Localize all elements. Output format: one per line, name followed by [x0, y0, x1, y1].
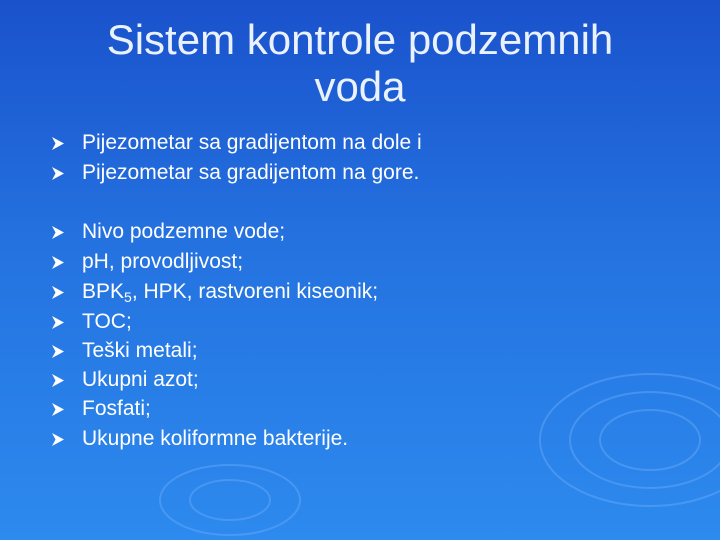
bullet-text: Fosfati;: [82, 397, 151, 420]
arrowhead-bullet-icon: [52, 286, 64, 299]
bullet-text: Ukupni azot;: [82, 368, 199, 391]
title-line-2: voda: [314, 63, 406, 110]
bullet-item: [52, 338, 198, 364]
bullet-text: Pijezometar sa gradijentom na dole i: [82, 131, 422, 154]
bullet-item: [52, 396, 151, 422]
slide-title: [40, 16, 680, 110]
arrowhead-bullet-icon: [52, 316, 64, 329]
bullet-text: [82, 280, 378, 304]
bullet-item: [52, 309, 132, 335]
bullet-item: [52, 426, 348, 452]
bpk-subscript: 5: [124, 289, 132, 305]
bpk-rest: , HPK, rastvoreni kiseonik;: [131, 280, 379, 303]
bullet-item: [52, 219, 285, 245]
arrowhead-bullet-icon: [52, 403, 64, 416]
bpk-label: BPK: [82, 280, 125, 303]
arrowhead-bullet-icon: [52, 167, 64, 180]
arrowhead-bullet-icon: [52, 226, 64, 239]
bullet-text: Nivo podzemne vode;: [82, 220, 286, 243]
bullet-text: Ukupne koliformne bakterije.: [82, 427, 349, 450]
bullet-item: [52, 160, 419, 186]
arrowhead-bullet-icon: [52, 137, 64, 150]
arrowhead-bullet-icon: [52, 433, 64, 446]
bullet-text: TOC;: [82, 310, 132, 333]
bullet-item: [52, 279, 378, 305]
bullet-item: [52, 130, 422, 156]
arrowhead-bullet-icon: [52, 345, 64, 358]
title-line-1: Sistem kontrole podzemnih: [106, 16, 614, 63]
bullet-text: Teški metali;: [82, 339, 198, 362]
arrowhead-bullet-icon: [52, 256, 64, 269]
bullet-text: pH, provodljivost;: [82, 250, 244, 273]
arrowhead-bullet-icon: [52, 374, 64, 387]
bullet-item: [52, 249, 243, 275]
bullet-item: [52, 367, 199, 393]
bullet-text: Pijezometar sa gradijentom na gore.: [82, 161, 420, 184]
